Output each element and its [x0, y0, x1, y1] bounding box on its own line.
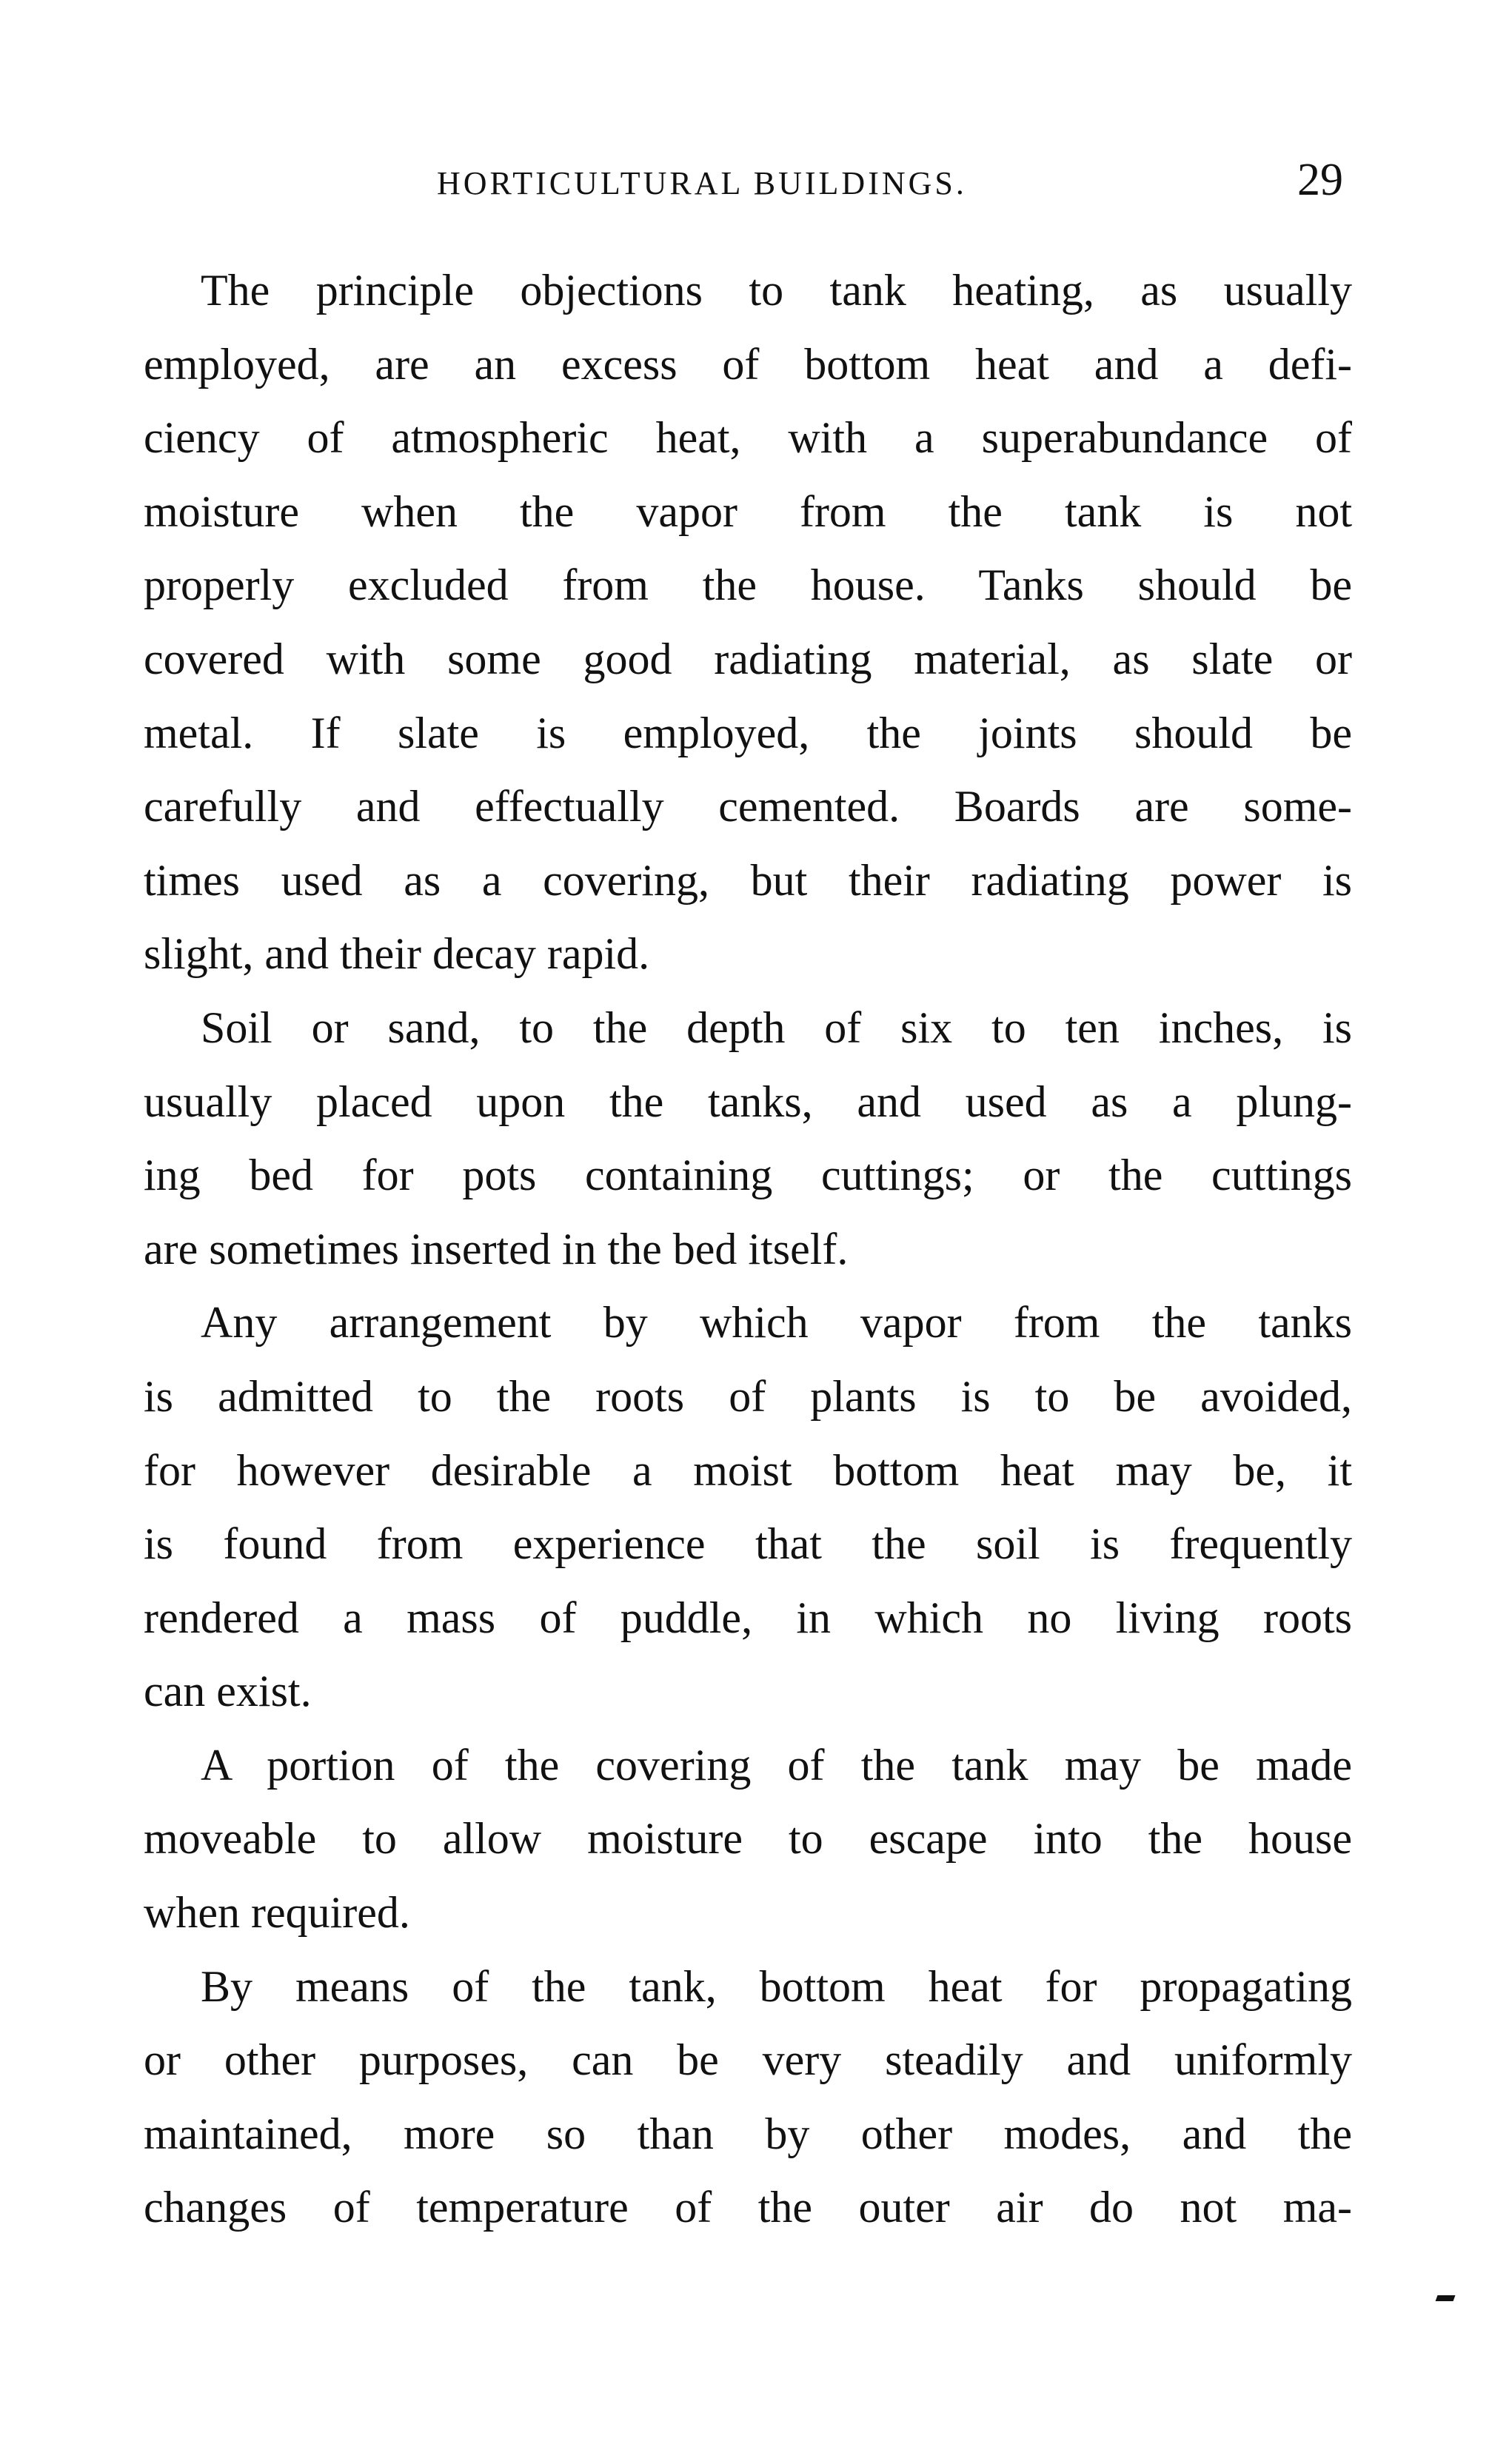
text-line: By means of the tank, bottom heat for propagating [201, 1961, 1352, 2011]
text-line: Any arrangement by which vapor from the tanks [201, 1298, 1352, 1348]
text-line: metal. If slate is employed, the joints should be [144, 708, 1352, 757]
text-line: changes of temperature of the outer air do not ma- [144, 2183, 1352, 2232]
text-line: ciency of atmospheric heat, with a superabundance of [144, 413, 1352, 463]
text-line: rendered a mass of puddle, in which no living roots [144, 1593, 1352, 1642]
text-line: is found from experience that the soil is frequently [144, 1519, 1352, 1569]
page-body [144, 254, 1352, 2245]
text-line: slight, and their decay rapid. [144, 929, 650, 979]
text-line: when required. [144, 1888, 410, 1938]
text-line: are sometimes inserted in the bed itself. [144, 1224, 849, 1273]
text-line: maintained, more so than by other modes, and the [144, 2109, 1352, 2158]
text-line: is admitted to the roots of plants is to be avoided, [144, 1371, 1352, 1421]
text-line: moveable to allow moisture to escape into the house [144, 1814, 1352, 1864]
text-line: The principle objections to tank heating, as usually [201, 266, 1352, 315]
page-number: 29 [1297, 155, 1343, 205]
paragraph [144, 254, 1352, 991]
text-line: can exist. [144, 1667, 312, 1716]
paragraph [144, 1286, 1352, 1729]
text-line: employed, are an excess of bottom heat and a defi- [144, 339, 1352, 389]
text-line: properly excluded from the house. Tanks should be [144, 560, 1352, 610]
text-line: moisture when the vapor from the tank is not [144, 486, 1352, 536]
text-line: A portion of the covering of the tank may be made [201, 1740, 1352, 1790]
text-line: times used as a covering, but their radiating power is [144, 855, 1352, 905]
text-line: ing bed for pots containing cuttings; or the cuttings [144, 1151, 1352, 1200]
paragraph [144, 1950, 1352, 2245]
text-line: carefully and effectually cemented. Boards are some- [144, 782, 1352, 831]
text-line: or other purposes, can be very steadily and uniformly [144, 2035, 1352, 2085]
print-mark [1436, 2295, 1456, 2301]
text-line: covered with some good radiating material, as slate or [144, 634, 1352, 683]
paragraph [144, 1729, 1352, 1950]
running-header: HORTICULTURAL BUILDINGS. [437, 165, 967, 201]
text-line: for however desirable a moist bottom heat may be, it [144, 1445, 1352, 1495]
text-line: usually placed upon the tanks, and used as a plung- [144, 1077, 1352, 1126]
text-line: Soil or sand, to the depth of six to ten inches, is [201, 1003, 1352, 1052]
paragraph [144, 991, 1352, 1286]
